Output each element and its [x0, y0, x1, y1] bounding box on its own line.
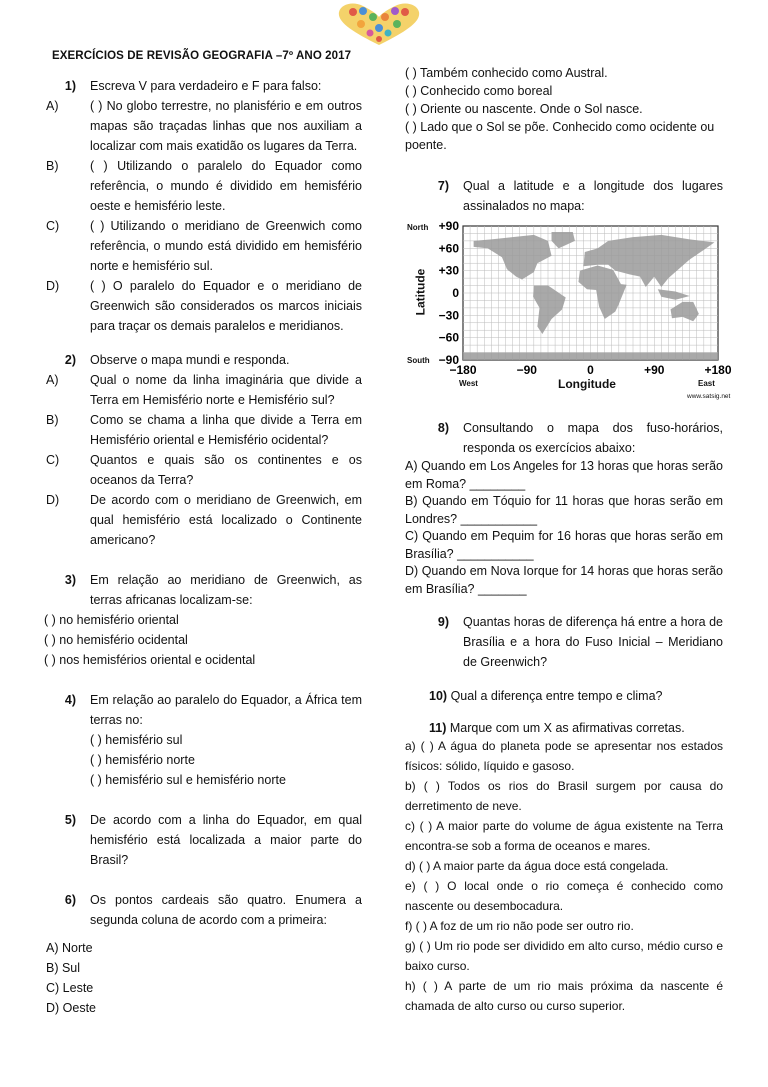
question-text: Qual a latitude e a longitude dos lugares assinalados no mapa: — [463, 179, 723, 213]
statement: e) ( ) O local onde o rio começa é conhecido como nascente ou desembocadura. — [405, 879, 723, 913]
question-number: 10) — [429, 689, 448, 703]
item-text: ( ) Utilizando o meridiano de Greenwich como referência, o mundo está dividido em hemisfério norte e hemisfério sul. — [90, 219, 362, 273]
question-3 — [46, 570, 362, 610]
longitude-tick-label: −90 — [516, 363, 537, 377]
question-number: 3) — [64, 573, 76, 587]
item-letter: D) — [46, 493, 60, 507]
latitude-tick-label: +30 — [438, 263, 459, 278]
latitude-tick-label: −90 — [438, 353, 459, 367]
question-number: 9) — [437, 615, 449, 629]
world-map — [405, 219, 732, 400]
statement: a) ( ) A água do planeta pode se apresentar nos estados físicos: sólido, líquido e gasoso. — [405, 739, 723, 773]
question-text: Quantas horas de diferença há entre a hora de Brasília e a hora do Fuso Inicial – Meridiano de Greenwich? — [463, 615, 723, 669]
question-text: De acordo com a linha do Equador, em qual hemisfério está localizada a maior parte do Brasil? — [90, 813, 362, 867]
east-label: East — [698, 379, 715, 388]
statement: d) ( ) A maior parte da água doce está congelada. — [405, 859, 669, 873]
latitude-tick-label: +90 — [438, 219, 459, 233]
item-letter: C) — [46, 219, 60, 233]
option: ( ) Oriente ou nascente. Onde o Sol nasce. — [405, 102, 643, 116]
question-text: Qual a diferença entre tempo e clima? — [450, 689, 663, 703]
statement-list — [405, 736, 723, 1016]
latitude-axis-label: Latitude — [413, 268, 428, 316]
question-text: Consultando o mapa dos fuso-horários, responda os exercícios abaixo: — [463, 421, 723, 455]
option: ( ) nos hemisférios oriental e ocidental — [44, 653, 256, 667]
item-letter: A) — [46, 373, 59, 387]
subquestion: D) Quando em Nova Iorque for 14 horas que horas serão em Brasília? _______ — [405, 564, 723, 596]
west-label: West — [459, 379, 478, 388]
question-number: 1) — [64, 79, 76, 93]
question-text: Os pontos cardeais são quatro. Enumera a segunda coluna de acordo com a primeira: — [90, 893, 362, 927]
question-number: 11) — [429, 721, 447, 735]
option: ( ) no hemisfério oriental — [44, 613, 179, 627]
item-text: De acordo com o meridiano de Greenwich, em qual hemisfério está localizado o Continente americano? — [90, 493, 362, 547]
continent-antarctica — [463, 353, 718, 360]
question-text: Em relação ao meridiano de Greenwich, as terras africanas localizam-se: — [90, 573, 362, 607]
latitude-tick-label: −60 — [438, 330, 459, 345]
option-list — [44, 610, 362, 670]
item-text: ( ) No globo terrestre, no planisfério e em outros mapas são traçadas linhas que nos auxiliam a localizar com mais exatidão os lugares da Terra. — [90, 99, 362, 153]
question-7 — [405, 176, 723, 216]
option: C) Leste — [46, 981, 94, 995]
question-4 — [46, 690, 362, 730]
question-9 — [405, 612, 723, 672]
subquestion-list — [405, 458, 723, 598]
question-number: 4) — [64, 693, 76, 707]
longitude-tick-label: 0 — [587, 363, 594, 377]
latitude-tick-label: 0 — [452, 286, 459, 300]
option: ( ) hemisfério sul — [90, 733, 183, 747]
item-text: Qual o nome da linha imaginária que divide a Terra em Hemisfério norte e Hemisfério sul? — [90, 373, 362, 407]
question-text: Observe o mapa mundi e responda. — [90, 353, 290, 367]
option: ( ) no hemisfério ocidental — [44, 633, 188, 647]
matching-list — [405, 64, 723, 154]
statement: b) ( ) Todos os rios do Brasil surgem por causa do derretimento de neve. — [405, 779, 723, 813]
south-label: South — [407, 356, 430, 365]
option: ( ) Conhecido como boreal — [405, 84, 553, 98]
statement: f) ( ) A foz de um rio não pode ser outro rio. — [405, 919, 634, 933]
list-item — [46, 96, 362, 156]
list-item — [46, 276, 362, 336]
option: ( ) Lado que o Sol se põe. Conhecido como ocidente ou poente. — [405, 120, 715, 152]
question-number: 8) — [437, 421, 449, 435]
longitude-tick-label: +90 — [644, 363, 665, 377]
question-6 — [46, 890, 362, 930]
item-letter: B) — [46, 413, 59, 427]
north-label: North — [407, 223, 429, 232]
item-letter: D) — [46, 279, 60, 293]
subquestion: C) Quando em Pequim for 16 horas que horas serão em Brasília? ___________ — [405, 529, 723, 561]
longitude-tick-label: +180 — [704, 363, 732, 377]
list-item — [46, 450, 362, 490]
left-column — [46, 76, 362, 1018]
question-2 — [46, 350, 362, 370]
item-text: Como se chama a linha que divide a Terra em Hemisfério oriental e Hemisfério ocidental? — [90, 413, 362, 447]
question-11 — [405, 720, 723, 736]
item-letter: B) — [46, 159, 59, 173]
question-1 — [46, 76, 362, 96]
question-5 — [46, 810, 362, 870]
option: B) Sul — [46, 961, 81, 975]
item-letter: C) — [46, 453, 60, 467]
option: ( ) hemisfério sul e hemisfério norte — [90, 773, 286, 787]
option: D) Oeste — [46, 1001, 97, 1015]
item-letter: A) — [46, 99, 59, 113]
longitude-tick-label: −180 — [449, 363, 477, 377]
list-item — [46, 216, 362, 276]
list-item — [46, 156, 362, 216]
question-number: 7) — [437, 179, 449, 193]
right-column — [405, 64, 732, 1016]
subquestion: A) Quando em Los Angeles for 13 horas que horas serão em Roma? ________ — [405, 459, 723, 491]
question-10 — [405, 686, 723, 706]
item-text: ( ) O paralelo do Equador e o meridiano de Greenwich são considerados os marcos iniciais para traçar os demais paralelos e meridianos. — [90, 279, 362, 333]
list-item — [46, 370, 362, 410]
question-text: Escreva V para verdadeiro e F para falso: — [90, 79, 322, 93]
latitude-tick-label: −30 — [438, 308, 459, 323]
list-item — [46, 410, 362, 450]
option: ( ) Também conhecido como Austral. — [405, 66, 608, 80]
question-number: 6) — [64, 893, 76, 907]
question-number: 5) — [64, 813, 76, 827]
option: A) Norte — [46, 941, 93, 955]
item-text: Quantos e quais são os continentes e os oceanos da Terra? — [90, 453, 362, 487]
option-list — [46, 938, 362, 1018]
question-8 — [405, 418, 723, 458]
latitude-tick-label: +60 — [438, 241, 459, 256]
statement: g) ( ) Um rio pode ser dividido em alto curso, médio curso e baixo curso. — [405, 939, 723, 973]
question-text: Marque com um X as afirmativas corretas. — [449, 721, 685, 735]
children-heart-logo — [333, 2, 425, 46]
question-text: Em relação ao paralelo do Equador, a África tem terras no: — [90, 693, 362, 727]
statement: h) ( ) A parte de um rio mais próxima da nascente é chamada de alto curso ou curso superior. — [405, 979, 723, 1013]
list-item — [46, 490, 362, 550]
option-list — [46, 730, 362, 790]
longitude-axis-label: Longitude — [558, 377, 616, 391]
subquestion: B) Quando em Tóquio for 11 horas que horas serão em Londres? ___________ — [405, 494, 723, 526]
question-number: 2) — [64, 353, 76, 367]
statement: c) ( ) A maior parte do volume de água existente na Terra encontra-se sob a forma de oceanos e mares. — [405, 819, 723, 853]
option: ( ) hemisfério norte — [90, 753, 195, 767]
map-credit: www.satsig.net — [687, 393, 731, 400]
page-title: EXERCÍCIOS DE REVISÃO GEOGRAFIA –7º ANO 2017 — [52, 50, 352, 62]
item-text: ( ) Utilizando o paralelo do Equador como referência, o mundo é dividido em hemisfério oeste e hemisfério leste. — [90, 159, 362, 213]
